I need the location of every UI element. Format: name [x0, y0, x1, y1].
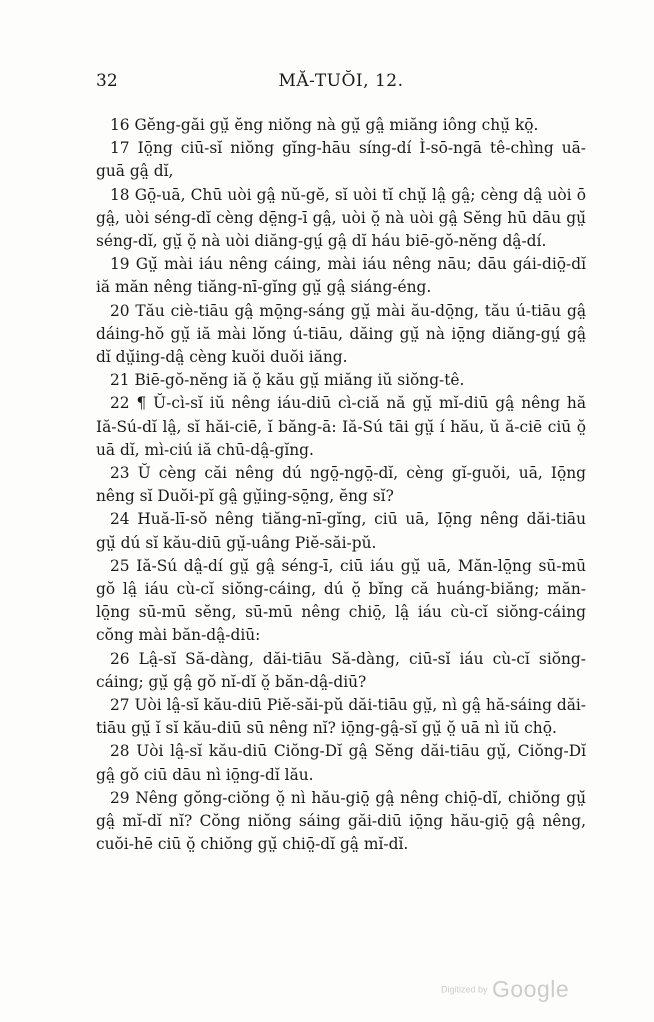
digitized-by-google-watermark	[441, 976, 569, 1003]
verse-27: 27 Uòi lâ̤-sĭ kău-diū Piĕ-săi-pŭ dăi-tiāu gṳ̆, nì gâ̤ hă-sáing dăi-tiāu gṳ̆ ĭ sĭ kău-diū sū nêng nĭ? iō̤ng-gâ̤-sĭ gṳ̆ ŏ̤ uā nì iŭ chō̤.	[96, 696, 586, 738]
verse-18: 18 Gō̤-uā, Chū uòi gâ̤ nŭ-gĕ, sĭ uòi tĭ chṳ̆ lâ̤ gâ̤; cèng dâ̤ uòi ō gâ̤, uòi séng-dĭ cèng dē̤ng-ī gâ̤, uòi ŏ̤ nà uòi gâ̤ Sĕng hū dāu gṳ̆ séng-dĭ, gṳ̆ ŏ̤ nà uòi diăng-gṳ́ gâ̤ dĭ háu biē-gŏ-nĕng dâ̤-dí.	[96, 185, 586, 251]
verse-24: 24 Huă-lī-sŏ nêng tiăng-nī-gĭng, ciū uā, Iō̤ng nêng dăi-tiāu gṳ̆ dú sĭ kău-diū gṳ̆-uâng Piĕ-săi-pŭ.	[96, 510, 586, 552]
verse-28: 28 Uòi lâ̤-sĭ kău-diū Ciŏng-Dĭ gâ̤ Sĕng dăi-tiāu gṳ̆, Ciŏng-Dĭ gâ̤ gŏ ciū dāu nì iō̤ng-dĭ lău.	[96, 742, 586, 784]
page-number: 32	[96, 71, 118, 91]
verse-16: 16 Gĕng-găi gṳ̆ ĕng niŏng nà gṳ̆ gâ̤ miăng iông chṳ̆ kō̤.	[110, 116, 539, 134]
verse-20: 20 Tău ciè-tiāu gâ̤ mō̤ng-sáng gṳ̆ mài ău-dō̤ng, tău ú-tiāu gâ̤ dáing-hŏ gṳ̆ iă mài lŏng ú-tiāu, dăing gṳ̆ nà iō̤ng diăng-gṳ́ gâ̤ dĭ dṳ̆ing-dâ̤ cèng kuŏi duŏi iăng.	[96, 301, 586, 367]
running-title: MĂ-TUŎI, 12.	[278, 71, 404, 91]
verse-17: 17 Iō̤ng ciū-sĭ niŏng gĭng-hāu síng-dí Ì-sō-ngā tê-chìng uā-guā gâ̤ dĭ,	[96, 139, 586, 181]
verse-25: 25 Iă-Sú dâ̤-dí gṳ̆ gâ̤ séng-ī, ciū iáu gṳ̆ uā, Măn-lō̤ng sū-mū gŏ lâ̤ iáu cù-cĭ siŏng-cáing, dú ŏ̤ bĭng că huáng-biăng; măn-lō̤ng sū-mū sĕng, sū-mū nêng chiō̤, lâ̤ iáu cù-cĭ siŏng-cáing cŏng mài băn-dâ̤-diū:	[96, 556, 586, 645]
verse-22: 22 ¶ Ŭ-cì-sĭ iŭ nêng iáu-diū cì-ciă nă gṳ̆ mĭ-diū gâ̤ nêng hă Iă-Sú-dĭ lâ̤, sĭ hăi-ciē, ĭ băng-ā: Iă-Sú tāi gṳ̆ í hău, ŭ ă-ciē ciū ŏ̤ uā dĭ, mì-ciú iă chū-dâ̤-gĭng.	[96, 394, 586, 459]
verse-29: 29 Nêng gŏng-ciŏng ŏ̤ nì hău-giō̤ gâ̤ nêng chiō̤-dĭ, chiŏng gṳ̆ gâ̤ mĭ-dĭ nĭ? Cŏng niŏng sáing găi-diū iō̤ng hău-giō̤ gâ̤ nêng, cuŏi-hē ciū ŏ̤ chiŏng gṳ̆ chiō̤-dĭ gâ̤ mĭ-dĭ.	[96, 788, 586, 854]
watermark-caption: Digitized by	[441, 984, 488, 995]
verse-23: 23 Ŭ cèng căi nêng dú ngō̤-ngō̤-dĭ, cèng gĭ-guŏi, uā, Iō̤ng nêng sĭ Duŏi-pĭ gâ̤ gṳ̆ing-sō̤ng, ĕng sĭ?	[96, 464, 586, 506]
verse-26: 26 Lâ̤-sĭ Să-dàng, dăi-tiāu Să-dàng, ciū-sĭ iáu cù-cĭ siŏng-cáing; gṳ̆ gâ̤ gŏ nĭ-dĭ ŏ̤ băn-dâ̤-diū?	[96, 649, 586, 691]
google-logo: Google	[491, 976, 570, 1002]
verse-19: 19 Gṳ̆ mài iáu nêng cáing, mài iáu nêng nāu; dāu gái-diō̤-dĭ iă măn nêng tiăng-nī-gĭng gṳ̆ gâ̤ siáng-éng.	[96, 255, 586, 297]
verse-21: 21 Biē-gŏ-nĕng iă ŏ̤ kău gṳ̆ miăng iŭ siŏng-tê.	[110, 371, 465, 390]
verse-text	[96, 114, 586, 857]
page-header	[96, 71, 586, 95]
